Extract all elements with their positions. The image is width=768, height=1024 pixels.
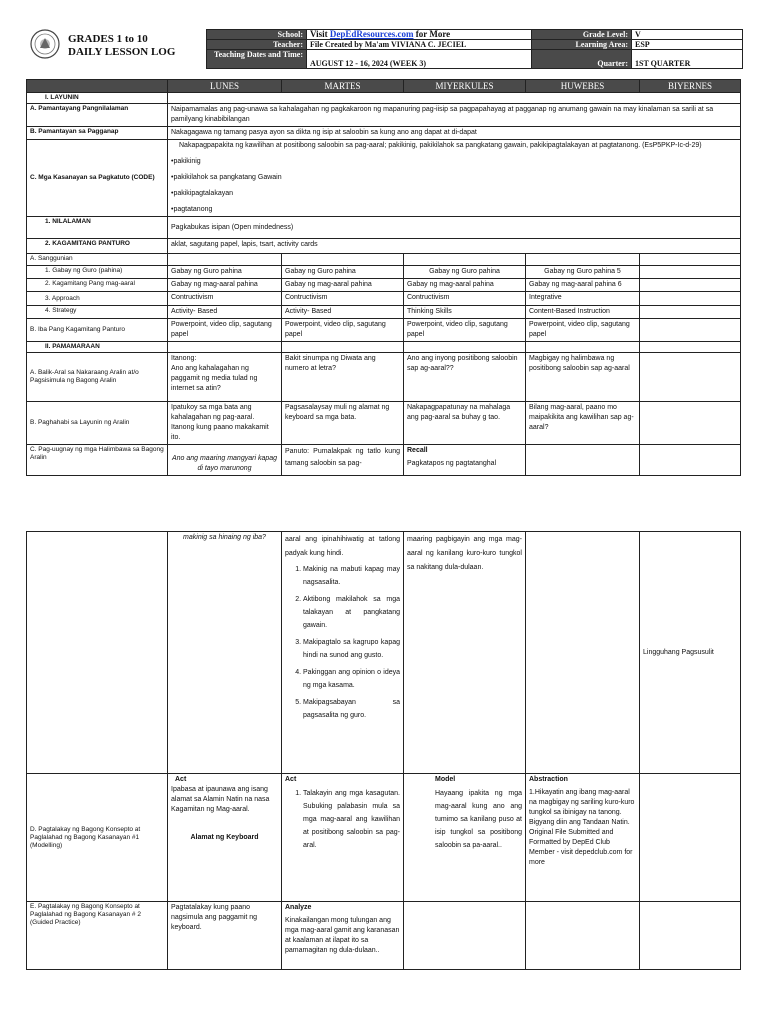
kasanayan-item: •pakikilahok sa pangkatang Gawain: [171, 174, 282, 181]
pag-uugnay-lunes: Ano ang maaring mangyari kapag di tayo marunong: [168, 445, 282, 476]
pag-uugnay-label: C. Pag-uugnay ng mga Halimbawa sa Bagong Aralin: [27, 445, 168, 476]
recall-text: Pagkatapos ng pagtatanghal: [407, 460, 497, 467]
kagamitan-mag-aaral-biyernes: [640, 279, 741, 292]
deped-resources-link[interactable]: DepEdResources.com: [329, 29, 414, 39]
approach-miyerkules: Contructivism: [404, 292, 526, 306]
alamat-title: Alamat ng Keyboard: [190, 834, 259, 841]
learning-area-label: Learning Area:: [532, 40, 632, 50]
pagtalakay-2-label: E. Pagtalakay ng Bagong Konsepto at Paglalahad ng Bagong Kasanayan # 2 (Guided Practice): [27, 902, 168, 970]
school-value: Visit DepEdResources.com for More: [307, 30, 532, 40]
c-continued-lunes: makinig sa hinaing ng iba?: [168, 532, 282, 774]
c-continued-martes-list: [285, 563, 400, 722]
title-line-1: GRADES 1 to 10: [68, 33, 148, 45]
day-header-lunes: LUNES: [168, 80, 282, 93]
iba-pang-kagamitan-lunes: Powerpoint, video clip, sagutang papel: [168, 319, 282, 342]
grade-level-label: Grade Level:: [532, 30, 632, 40]
kasanayan-item: •pakikinig: [171, 158, 201, 165]
paghahabi-martes: Pagsasalaysay muli ng alamat ng keyboard sa mga bata.: [282, 402, 404, 445]
pagtalakay-2-lunes: Pagtatalakay kung paano nagsimula ang paggamit ng keyboard.: [168, 902, 282, 970]
act-title: Act: [175, 776, 187, 783]
list-item: 4. Pakinggan ang opinion o ideya ng mga kasama.: [303, 666, 400, 692]
school-label: School:: [207, 30, 307, 40]
day-header-blank: [27, 80, 168, 93]
iba-pang-kagamitan-huwebes: Powerpoint, video clip, sagutang papel: [526, 319, 640, 342]
title-line-2: DAILY LESSON LOG: [68, 46, 176, 58]
strategy-miyerkules: Thinking Skills: [404, 306, 526, 319]
lesson-log-table: [26, 79, 741, 476]
approach-martes: Contructivism: [282, 292, 404, 306]
pamantayan-pagganap-label: B. Pamantayan sa Pagganap: [27, 127, 168, 140]
strategy-label: 4. Strategy: [27, 306, 168, 319]
pagtalakay-1-huwebes: [526, 774, 640, 902]
kagamitan-mag-aaral-label: 2. Kagamitang Pang mag-aaral: [27, 279, 168, 292]
kagamitan-mag-aaral-lunes: Gabay ng mag-aaral pahina: [168, 279, 282, 292]
abstraction-text: 1.Hikayatin ang ibang mag-aaral na magbigay ng sariling kuro-kuro tungkol sa ibinigay na tanong. Bigyang diin ang Tandaan Natin. Original File Submitted and Formatted by DepEd Club Member - visit depedclub.com for more: [529, 789, 635, 866]
strategy-huwebes: Content-Based Instruction: [526, 306, 640, 319]
pamantayan-pagganap-text: Nakagagawa ng tamang pasya ayon sa dikta ng isip at saloobin sa kung ano ang dapat at di-dapat: [168, 127, 741, 140]
model-text: Hayaang ipakita ng mga mag-aaral kung ano ang tumimo sa kanilang puso at isip tungkol sa positibong saloobin sa pa-aaral..: [435, 790, 522, 849]
kagamitan-mag-aaral-miyerkules: Gabay ng mag-aaral pahina: [404, 279, 526, 292]
kagamitang-panturo-text: aklat, sagutang papel, lapis, tsart, activity cards: [168, 239, 741, 254]
kasanayan-item: •pakikipagtalakayan: [171, 190, 233, 197]
teacher-value: File Created by Ma'am VIVIANA C. JECIEL: [307, 40, 532, 50]
gabay-guro-miyerkules: Gabay ng Guro pahina: [404, 266, 526, 279]
strategy-martes: Activity- Based: [282, 306, 404, 319]
c-continued-martes: [282, 532, 404, 774]
kasanayan-item: •pagtatanong: [171, 206, 213, 213]
analyze-title: Analyze: [285, 904, 312, 911]
day-header-miyerkules: MIYERKULES: [404, 80, 526, 93]
nilalaman-text: Pagkabukas isipan (Open mindedness): [168, 217, 741, 239]
sanggunian-label: A. Sanggunian: [27, 254, 168, 266]
day-header-biyernes: BIYERNES: [640, 80, 741, 93]
kasanayan-text: [168, 140, 741, 217]
gabay-guro-lunes: Gabay ng Guro pahina: [168, 266, 282, 279]
teaching-dates-value: AUGUST 12 - 16, 2024 (WEEK 3): [307, 50, 532, 69]
balik-aral-biyernes: [640, 353, 741, 402]
paghahabi-biyernes: [640, 402, 741, 445]
quarter-value: 1ST QUARTER: [632, 50, 743, 69]
lingguhang-pagsusulit: Lingguhang Pagsusulit: [640, 532, 741, 774]
kagamitan-mag-aaral-martes: Gabay ng mag-aaral pahina: [282, 279, 404, 292]
section-layunin: I. LAYUNIN: [27, 93, 168, 104]
pag-uugnay-martes: Panuto: Pumalakpak ng tatlo kung tamang saloobin sa pag-: [282, 445, 404, 476]
recall-title: Recall: [407, 447, 428, 454]
list-item: 2. Aktibong makilahok sa mga talakayan at pangkatang gawain.: [303, 593, 400, 632]
iba-pang-kagamitan-biyernes: [640, 319, 741, 342]
deped-seal-logo: [30, 29, 60, 59]
abstraction-title: Abstraction: [529, 776, 568, 783]
strategy-lunes: Activity- Based: [168, 306, 282, 319]
c-continued-miyerkules: maaring pagbigayin ang mga mag-aaral ng kanilang kuro-kuro tungkol sa nakitang dula-dulaan.: [404, 532, 526, 774]
pag-uugnay-miyerkules: [404, 445, 526, 476]
list-item: 1. Talakayin ang mga kasagutan. Subuking palabasin mula sa mga mag-aaral ang kawilihan at positibong saloobin sa pag-aral.: [303, 787, 400, 852]
approach-lunes: Contructivism: [168, 292, 282, 306]
kagamitang-panturo-label: 2. KAGAMITANG PANTURO: [27, 239, 168, 254]
pagtalakay-1-lunes: [168, 774, 282, 902]
list-item: 1. Makinig na mabuti kapag may nagsasalita.: [303, 563, 400, 589]
nilalaman-label: 1. NILALAMAN: [27, 217, 168, 239]
paghahabi-miyerkules: Nakapagpapatunay na mahalaga ang pag-aaral sa buhay g tao.: [404, 402, 526, 445]
strategy-biyernes: [640, 306, 741, 319]
section-pamamaraan: II. PAMAMARAAN: [27, 342, 168, 353]
learning-area-value: ESP: [632, 40, 743, 50]
analyze-text: Kinakailangan mong tulungan ang mga mag-aaral gamit ang karanasan at kaalaman at ilapat ito sa pamamagitan ng dula-dulaan..: [285, 917, 400, 954]
c-continued-martes-text: aaral ang ipinahihiwatig at tatlong padyak kung hindi.: [285, 536, 400, 557]
day-header-row: [27, 80, 741, 93]
paghahabi-label: B. Paghahabi sa Layunin ng Aralin: [27, 402, 168, 445]
document-title: [68, 33, 175, 59]
pagtalakay-1-label: D. Pagtalakay ng Bagong Konsepto at Paglalahad ng Bagong Kasanayan #1 (Modelling): [27, 774, 168, 902]
lesson-log-table-continued: [26, 531, 741, 970]
model-title: Model: [435, 776, 456, 783]
list-item: 5. Makipagsabayan sa pagsasalita ng guro.: [303, 696, 400, 722]
gabay-guro-label: 1. Gabay ng Guro (pahina): [27, 266, 168, 279]
pagtalakay-2-martes: [282, 902, 404, 970]
teacher-label: Teacher:: [207, 40, 307, 50]
pagtalakay-1-martes: [282, 774, 404, 902]
approach-label: 3. Approach: [27, 292, 168, 306]
iba-pang-kagamitan-martes: Powerpoint, video clip, sagutang papel: [282, 319, 404, 342]
day-header-huwebes: HUWEBES: [526, 80, 640, 93]
approach-biyernes: [640, 292, 741, 306]
pamantayang-pangnilalaman-label: A. Pamantayang Pangnilalaman: [27, 104, 168, 127]
gabay-guro-martes: Gabay ng Guro pahina: [282, 266, 404, 279]
act-list: [285, 787, 400, 852]
balik-aral-huwebes: Magbigay ng halimbawa ng positibong saloobin sap ag-aaral: [526, 353, 640, 402]
kasanayan-label: C. Mga Kasanayan sa Pagkatuto (CODE): [27, 140, 168, 217]
pamantayang-pangnilalaman-text: Naipamamalas ang pag-unawa sa kahalagahan ng pagkakaroon ng mapanuring pag-iisip sa pagpapahayag at pagganap ng anumang gawain na may kinalaman sa sarili at sa pamilyang kinabibilangan: [168, 104, 741, 127]
header-meta-table: [206, 29, 743, 69]
day-header-martes: MARTES: [282, 80, 404, 93]
balik-aral-lunes: Itanong: Ano ang kahalagahan ng paggamit ng media tulad ng internet sa atin?: [168, 353, 282, 402]
balik-aral-miyerkules: Ano ang inyong positibong saloobin sap ag-aaral??: [404, 353, 526, 402]
paghahabi-huwebes: Bilang mag-aaral, paano mo maipakikita ang kawilihan sap ag-aaral?: [526, 402, 640, 445]
balik-aral-martes: Bakit sinumpa ng Diwata ang numero at letra?: [282, 353, 404, 402]
pagtalakay-1-miyerkules: [404, 774, 526, 902]
iba-pang-kagamitan-label: B. Iba Pang Kagamitang Panturo: [27, 319, 168, 342]
approach-huwebes: Integrative: [526, 292, 640, 306]
act-title: Act: [285, 776, 297, 783]
list-item: 3. Makipagtalo sa kagrupo kapag hindi na sunod ang gusto.: [303, 636, 400, 662]
kagamitan-mag-aaral-huwebes: Gabay ng mag-aaral pahina 6: [526, 279, 640, 292]
grade-level-value: V: [632, 30, 743, 40]
balik-aral-label: A. Balik-Aral sa Nakaraang Aralin at/o Pagsisimula ng Bagong Aralin: [27, 353, 168, 402]
gabay-guro-huwebes: Gabay ng Guro pahina 5: [526, 266, 640, 279]
act-text: Ipabasa at ipaunawa ang isang alamat sa Alamin Natin na nasa Kagamitan ng Mag-aaral.: [171, 786, 270, 813]
quarter-label: Quarter:: [532, 50, 632, 69]
iba-pang-kagamitan-miyerkules: Powerpoint, video clip, sagutang papel: [404, 319, 526, 342]
teaching-dates-label: Teaching Dates and Time:: [207, 50, 307, 69]
paghahabi-lunes: Ipatukoy sa mga bata ang kahalagahan ng pag-aaral. Itanong kung paano makakamit ito.: [168, 402, 282, 445]
gabay-guro-biyernes: [640, 266, 741, 279]
kasanayan-intro: Nakapagpapakita ng kawilihan at positibong saloobin sa pag-aaral; pakikinig, pakikilahok sa pangkatang gawain, pakikipagtalakayan at pagtatanong. (EsP5PKP-Ic-d-29): [179, 142, 702, 149]
